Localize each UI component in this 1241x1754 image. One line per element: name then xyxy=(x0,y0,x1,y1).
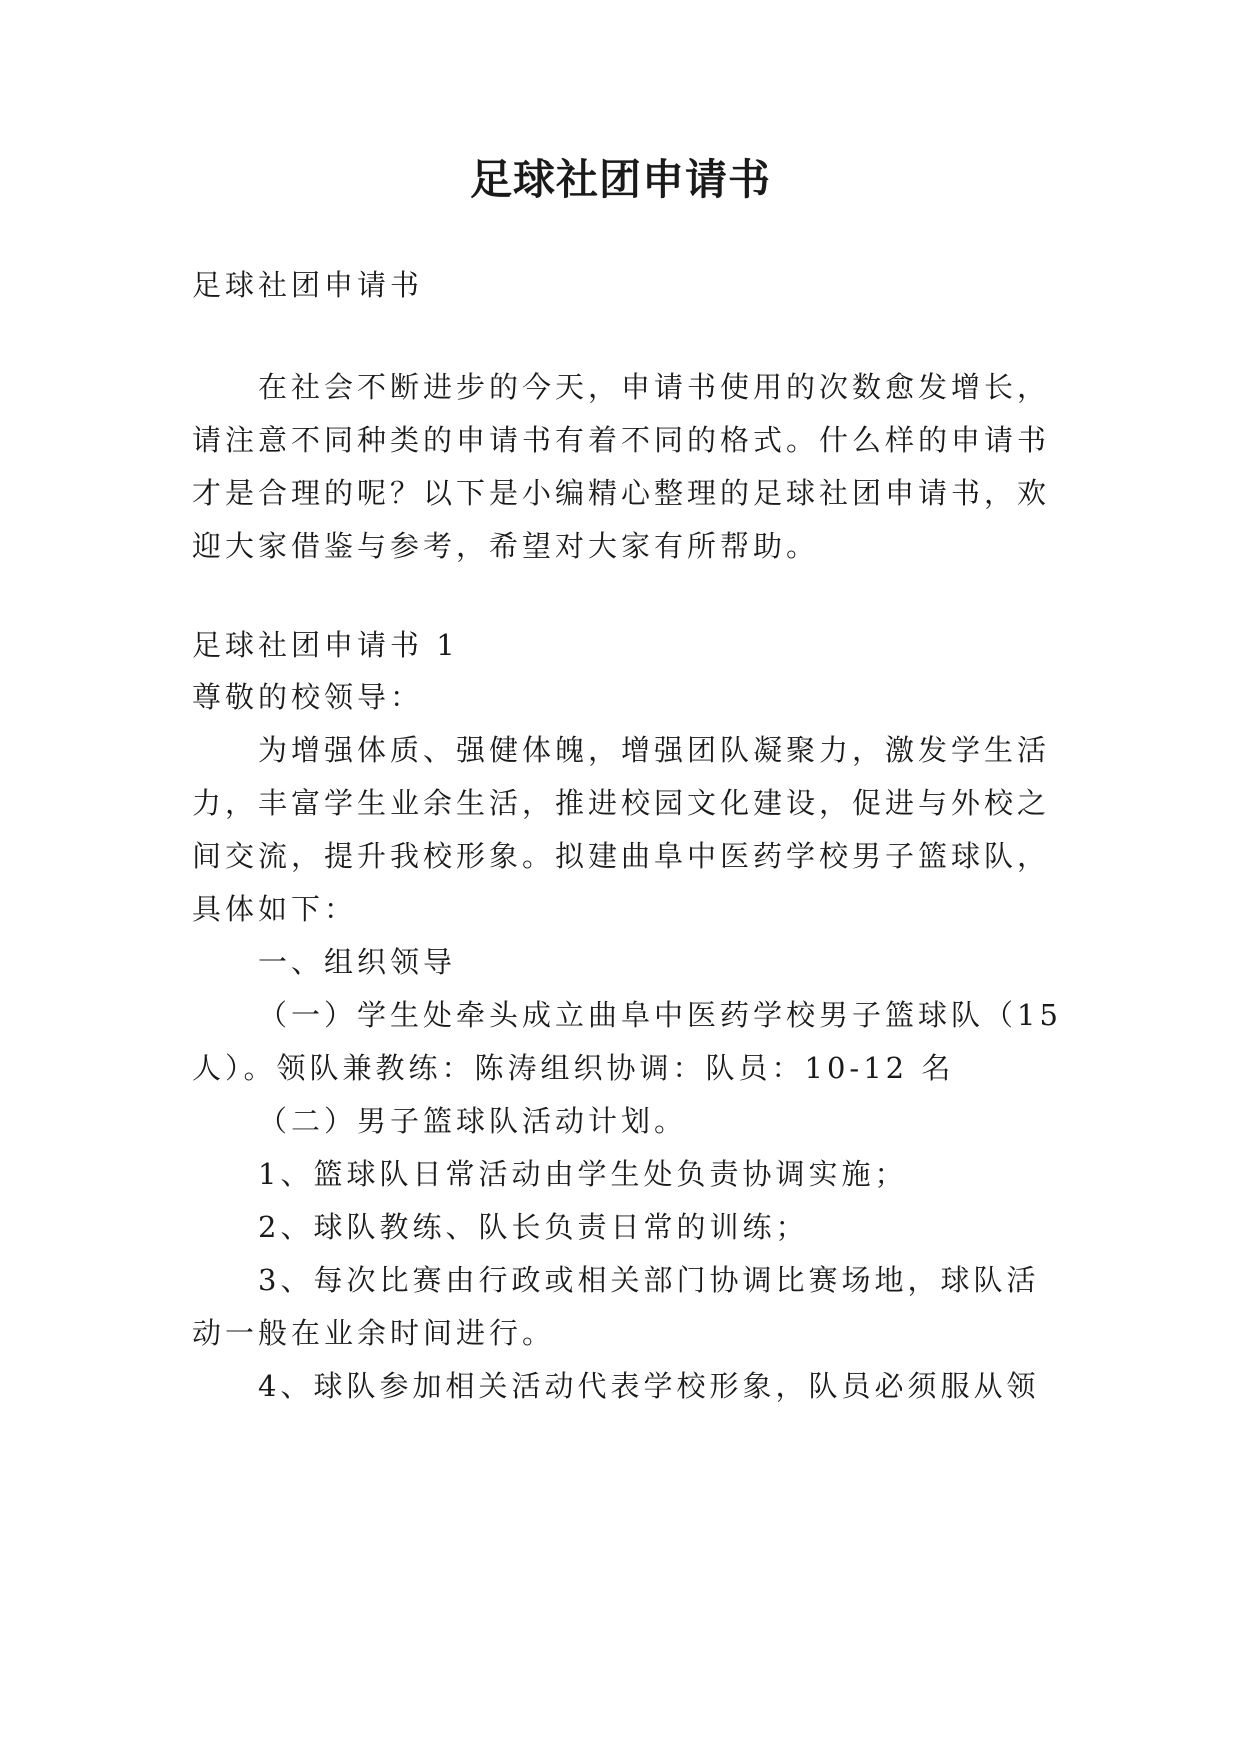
heading-organization: 一、组织领导 xyxy=(258,945,457,979)
list-item-2: 2、球队教练、队长负责日常的训练； xyxy=(258,1210,809,1244)
body-line-3: 间交流，提升我校形象。拟建曲阜中医药学校男子篮球队， xyxy=(192,839,1051,873)
body-line-6: （一）学生处牵头成立曲阜中医药学校男子篮球队（15 xyxy=(258,998,1062,1032)
intro-line-2: 请注意不同种类的申请书有着不同的格式。什么样的申请书 xyxy=(192,423,1051,457)
body-line-7: 人）。领队兼教练：陈涛组织协调：队员：10-12 名 xyxy=(192,1051,955,1085)
intro-line-4: 迎大家借鉴与参考，希望对大家有所帮助。 xyxy=(192,529,820,563)
section-title: 足球社团申请书 1 xyxy=(192,628,459,662)
body-line-2: 力，丰富学生业余生活，推进校园文化建设，促进与外校之 xyxy=(192,786,1051,820)
intro-line-3: 才是合理的呢？以下是小编精心整理的足球社团申请书，欢 xyxy=(192,476,1051,510)
document-subtitle: 足球社团申请书 xyxy=(192,268,424,302)
document-title: 足球社团申请书 xyxy=(469,155,771,204)
list-item-1: 1、篮球队日常活动由学生处负责协调实施； xyxy=(258,1157,908,1191)
intro-line-1: 在社会不断进步的今天，申请书使用的次数愈发增长， xyxy=(258,370,1051,404)
body-line-4: 具体如下： xyxy=(192,892,358,926)
list-item-3: 3、每次比赛由行政或相关部门协调比赛场地，球队活 xyxy=(258,1263,1040,1297)
body-line-1: 为增强体质、强健体魄，增强团队凝聚力，激发学生活 xyxy=(258,733,1051,767)
body-line-8: （二）男子篮球队活动计划。 xyxy=(258,1104,688,1138)
list-item-4: 4、球队参加相关活动代表学校形象，队员必须服从领 xyxy=(258,1369,1040,1403)
list-item-3-cont: 动一般在业余时间进行。 xyxy=(192,1316,556,1350)
salutation: 尊敬的校领导： xyxy=(192,680,424,714)
